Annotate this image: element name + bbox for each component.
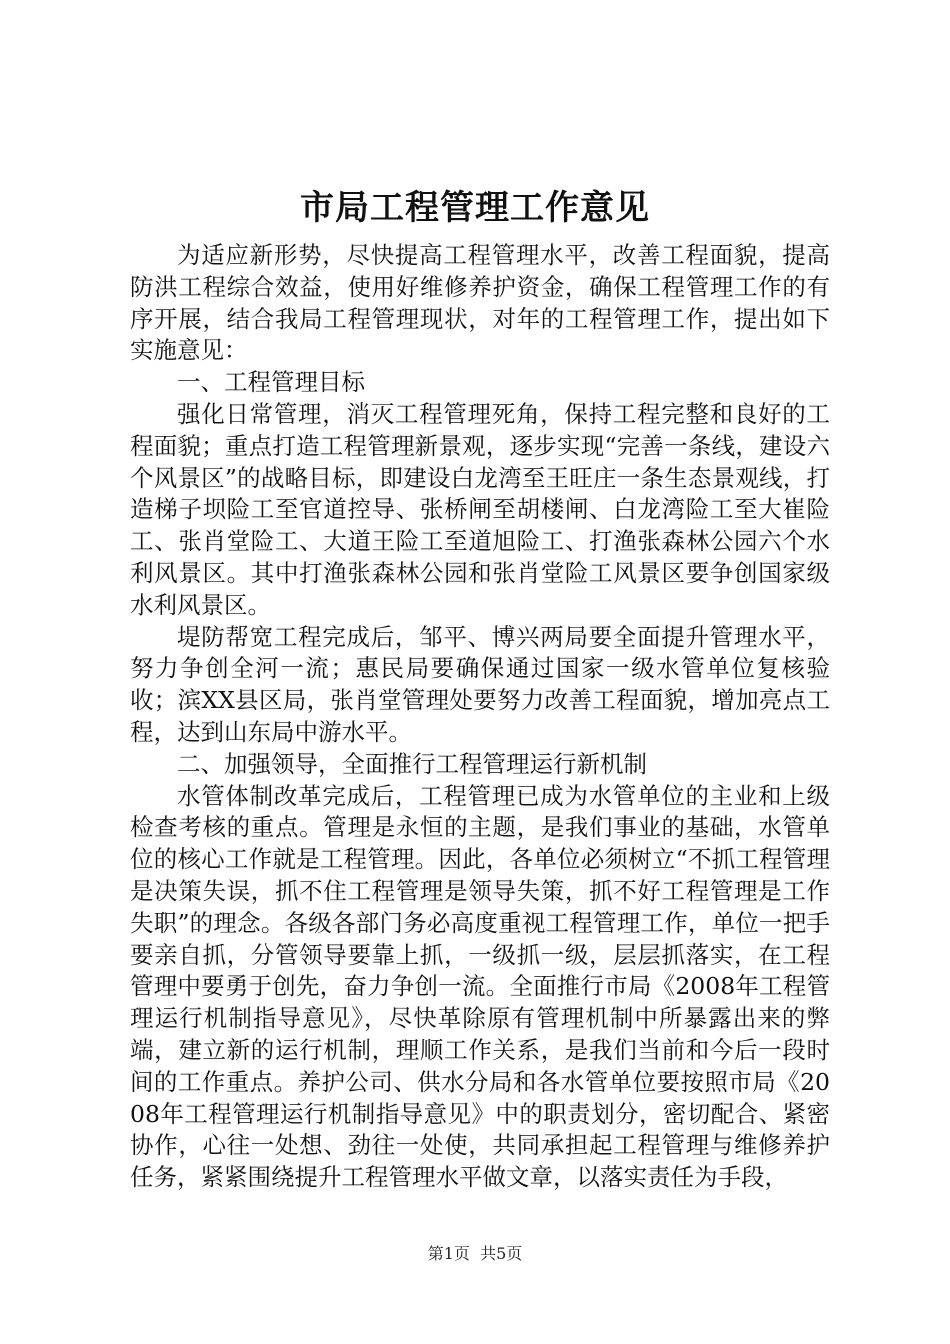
levee-paragraph: 堤防帮宽工程完成后，邹平、博兴两局要全面提升管理水平，努力争创全河一流；惠民局要确保通过国家一级水管单位复核验收；滨XX县区局，张肖堂管理处要努力改善工程面貌，增加亮点工程，达到山东局中游水平。 [130, 622, 830, 746]
page-total: 共5页 [480, 1244, 523, 1263]
document-title: 市局工程管理工作意见 [300, 188, 650, 228]
page-footer [0, 1243, 950, 1265]
intro-paragraph: 为适应新形势，尽快提高工程管理水平，改善工程面貌，提高防洪工程综合效益，使用好维修养护资金，确保工程管理工作的有序开展，结合我局工程管理现状，对年的工程管理工作，提出如下实施意见： [130, 241, 830, 365]
goals-paragraph: 强化日常管理，消灭工程管理死角，保持工程完整和良好的工程面貌；重点打造工程管理新景观，逐步实现“完善一条线，建设六个风景区”的战略目标，即建设白龙湾至王旺庄一条生态景观线，打造梯子坝险工至官道控导、张桥闸至胡楼闸、白龙湾险工至大崔险工、张肖堂险工、大道王险工至道旭险工、打渔张森林公园六个水利风景区。其中打渔张森林公园和张肖堂险工风景区要争创国家级水利风景区。 [130, 399, 830, 619]
document-body [130, 240, 830, 1194]
section-heading-goals: 一、工程管理目标 [177, 368, 365, 397]
section-heading-leadership: 二、加强领导，全面推行工程管理运行新机制 [177, 749, 647, 778]
page-number: 第1页 [427, 1244, 470, 1263]
leadership-paragraph: 水管体制改革完成后，工程管理已成为水管单位的主业和上级检查考核的重点。管理是永恒的主题，是我们事业的基础，水管单位的核心工作就是工程管理。因此，各单位必须树立“不抓工程管理是决策失误，抓不住工程管理是领导失策，抓不好工程管理是工作失职”的理念。各级各部门务必高度重视工程管理工作，单位一把手要亲自抓，分管领导要靠上抓，一级抓一级，层层抓落实，在工程管理中要勇于创先，奋力争创一流。全面推行市局《2008年工程管理运行机制指导意见》，尽快革除原有管理机制中所暴露出来的弊端，建立新的运行机制，理顺工作关系，是我们当前和今后一段时间的工作重点。养护公司、供水分局和各水管单位要按照市局《2008年工程管理运行机制指导意见》中的职责划分，密切配合、紧密协作，心往一处想、劲往一处使，共同承担起工程管理与维修养护任务，紧紧围绕提升工程管理水平做文章，以落实责任为手段， [130, 781, 830, 1192]
